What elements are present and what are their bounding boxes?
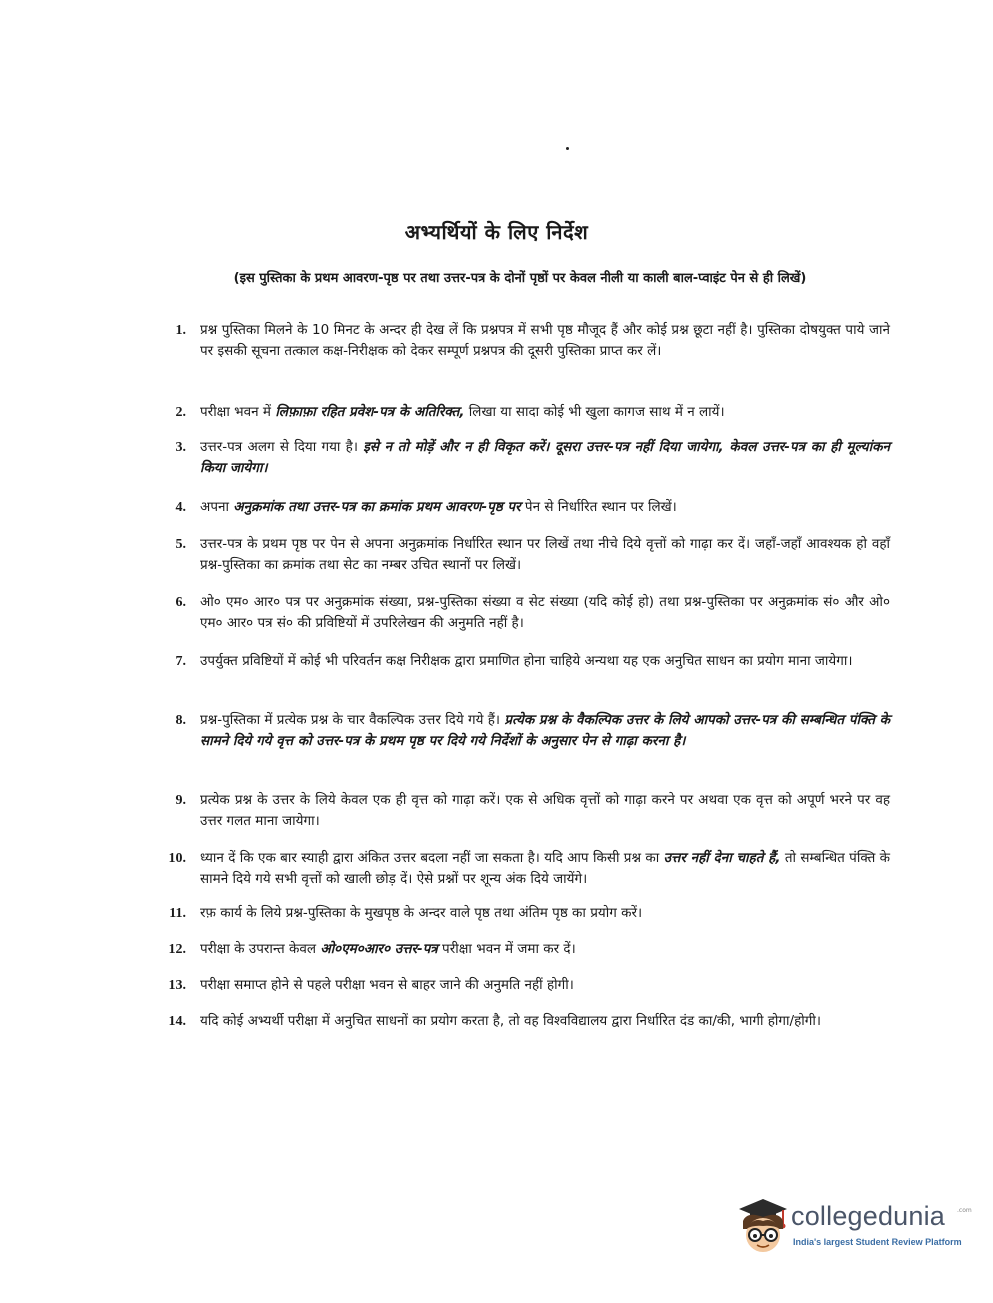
instruction-number: 11. [169, 906, 186, 921]
instruction-text-part: प्रश्न पुस्तिका मिलने के 10 मिनट के अन्दर ही देख लें कि प्रश्नपत्र में सभी पृष्ठ मौजूद हैं और कोई प्रश्न छूटा नहीं है। पुस्तिका दोषयुक्त पाये जाने पर इसकी सूचना तत्काल कक्ष-निरीक्षक को देकर सम्पूर्ण प्रश्नपत्र की दूसरी पुस्तिका प्राप्त कर लें। [200, 322, 890, 359]
instruction-text [200, 534, 890, 576]
instruction-text-part: लिखा या सादा कोई भी खुला कागज साथ में न लायें। [464, 404, 725, 420]
instruction-text-part: प्रश्न-पुस्तिका में प्रत्येक प्रश्न के चार वैकल्पिक उत्तर दिये गये हैं। [200, 712, 505, 728]
instruction-text [200, 710, 890, 752]
instruction-item [150, 651, 890, 672]
instruction-text-emphasis: लिफ़ाफ़ा रहित प्रवेश-पत्र के अतिरिक्त, [275, 404, 465, 420]
instruction-text [200, 497, 890, 518]
instruction-text [200, 1011, 890, 1032]
instruction-number: 5. [175, 537, 186, 552]
instruction-number: 7. [175, 654, 186, 669]
instruction-text-emphasis: ओ०एम०आर० उत्तर-पत्र [320, 941, 438, 957]
student-mascot-icon [733, 1195, 789, 1257]
instruction-item [150, 710, 890, 752]
instruction-text [200, 790, 890, 832]
instruction-text-part: उत्तर-पत्र के प्रथम पृष्ठ पर पेन से अपना अनुक्रमांक निर्धारित स्थान पर लिखें तथा नीचे दिये वृत्तों को गाढ़ा कर दें। जहाँ-जहाँ आवश्यक हो वहाँ प्रश्न-पुस्तिका का क्रमांक तथा सेट का नम्बर उचित स्थानों पर लिखें। [200, 536, 890, 573]
instruction-number: 12. [168, 942, 186, 957]
instruction-text-part: पेन से निर्धारित स्थान पर लिखें। [520, 499, 677, 515]
instruction-item [150, 1011, 890, 1032]
instruction-item [150, 903, 890, 924]
instruction-text-part: ध्यान दें कि एक बार स्याही द्वारा अंकित उत्तर बदला नहीं जा सकता है। यदि आप किसी प्रश्न का [200, 850, 664, 866]
logo-wordmark: collegedunia [791, 1201, 946, 1231]
logo-tagline: India's largest Student Review Platform [793, 1237, 962, 1247]
instruction-text-emphasis: प्रत्येक प्रश्न के वैकल्पिक उत्तर के लिये आपको उत्तर-पत्र की सम्बन्धित पंक्ति के सामने दिये गये वृत्त को उत्तर-पत्र के प्रथम पृष्ठ पर दिये गये निर्देशों के अनुसार पेन से गाढ़ा करना है। [200, 712, 890, 749]
instruction-text-part: परीक्षा भवन में [200, 404, 276, 420]
stray-dot [566, 147, 569, 150]
instruction-text [200, 592, 890, 634]
instruction-number: 10. [168, 851, 186, 866]
instruction-item [150, 592, 890, 634]
page-title: अभ्यर्थियों के लिए निर्देश [404, 220, 589, 244]
instruction-item [150, 790, 890, 832]
instruction-text-part: परीक्षा भवन में जमा कर दें। [437, 941, 576, 957]
instruction-text-part: परीक्षा के उपरान्त केवल [200, 941, 321, 957]
instruction-number: 13. [168, 978, 186, 993]
instruction-text-emphasis: इसे न तो मोड़ें और न ही विकृत करें। दूसरा उत्तर-पत्र नहीं दिया जायेगा, केवल उत्तर-पत्र का ही मूल्यांकन किया जायेगा। [200, 439, 890, 476]
instruction-number: 4. [175, 500, 186, 515]
instruction-item [150, 939, 890, 960]
instruction-text-part: परीक्षा समाप्त होने से पहले परीक्षा भवन से बाहर जाने की अनुमति नहीं होगी। [200, 977, 574, 993]
instruction-item [150, 497, 890, 518]
instruction-text-part: यदि कोई अभ्यर्थी परीक्षा में अनुचित साधनों का प्रयोग करता है, तो वह विश्वविद्यालय द्वारा निर्धारित दंड का/की, भागी होगा/होगी। [200, 1013, 821, 1029]
instruction-number: 8. [175, 713, 186, 728]
instruction-text [200, 903, 890, 924]
collegedunia-logo [733, 1193, 972, 1263]
instruction-item [150, 402, 890, 423]
instruction-item [150, 437, 890, 479]
instruction-text [200, 848, 890, 890]
instruction-text-part: अपना [200, 499, 234, 515]
page-subtitle: (इस पुस्तिका के प्रथम आवरण-पृष्ठ पर तथा उत्तर-पत्र के दोनों पृष्ठों पर केवल नीली या काली बाल-प्वाइंट पेन से ही लिखें) [233, 271, 807, 286]
instruction-text [200, 402, 890, 423]
instruction-number: 2. [175, 405, 186, 420]
instruction-item [150, 848, 890, 890]
instruction-number: 9. [175, 793, 186, 808]
instruction-text-part: ओ० एम० आर० पत्र पर अनुक्रमांक संख्या, प्रश्न-पुस्तिका संख्या व सेट संख्या (यदि कोई हो) तथा प्रश्न-पुस्तिका पर अनुक्रमांक सं० और ओ० एम० आर० पत्र सं० की प्रविष्टियों में उपरिलेखन की अनुमति नहीं है। [200, 594, 890, 631]
instruction-text-emphasis: उत्तर नहीं देना चाहते हैं, [663, 850, 781, 866]
instruction-item [150, 975, 890, 996]
instruction-number: 1. [175, 323, 186, 338]
instruction-text-part: रफ़ कार्य के लिये प्रश्न-पुस्तिका के मुखपृष्ठ के अन्दर वाले पृष्ठ तथा अंतिम पृष्ठ का प्रयोग करें। [200, 905, 643, 921]
instruction-text-emphasis: अनुक्रमांक तथा उत्तर-पत्र का क्रमांक प्रथम आवरण-पृष्ठ पर [233, 499, 521, 515]
instruction-number: 3. [175, 440, 186, 455]
instruction-text-part: तो सम्बन्धित पंक्ति के सामने दिये गये सभी वृत्तों को खाली छोड़ दें। ऐसे प्रश्नों पर शून्य अंक दिये जायेंगे। [200, 850, 891, 887]
logo-domain-suffix: .com [957, 1207, 972, 1214]
instruction-text [200, 939, 890, 960]
instruction-text [200, 320, 890, 362]
instruction-text [200, 437, 890, 479]
instruction-text [200, 975, 890, 996]
instruction-item [150, 320, 890, 362]
instruction-text-part: उपर्युक्त प्रविष्टियों में कोई भी परिवर्तन कक्ष निरीक्षक द्वारा प्रमाणित होना चाहिये अन्यथा यह एक अनुचित साधन का प्रयोग माना जायेगा। [200, 653, 853, 669]
instruction-number: 6. [175, 595, 186, 610]
instruction-item [150, 534, 890, 576]
instruction-text-part: प्रत्येक प्रश्न के उत्तर के लिये केवल एक ही वृत्त को गाढ़ा करें। एक से अधिक वृत्तों को गाढ़ा करने पर अथवा एक वृत्त को अपूर्ण भरने पर वह उत्तर गलत माना जायेगा। [200, 792, 890, 829]
instruction-text-part: उत्तर-पत्र अलग से दिया गया है। [200, 439, 364, 455]
instruction-number: 14. [168, 1014, 186, 1029]
instruction-text [200, 651, 890, 672]
